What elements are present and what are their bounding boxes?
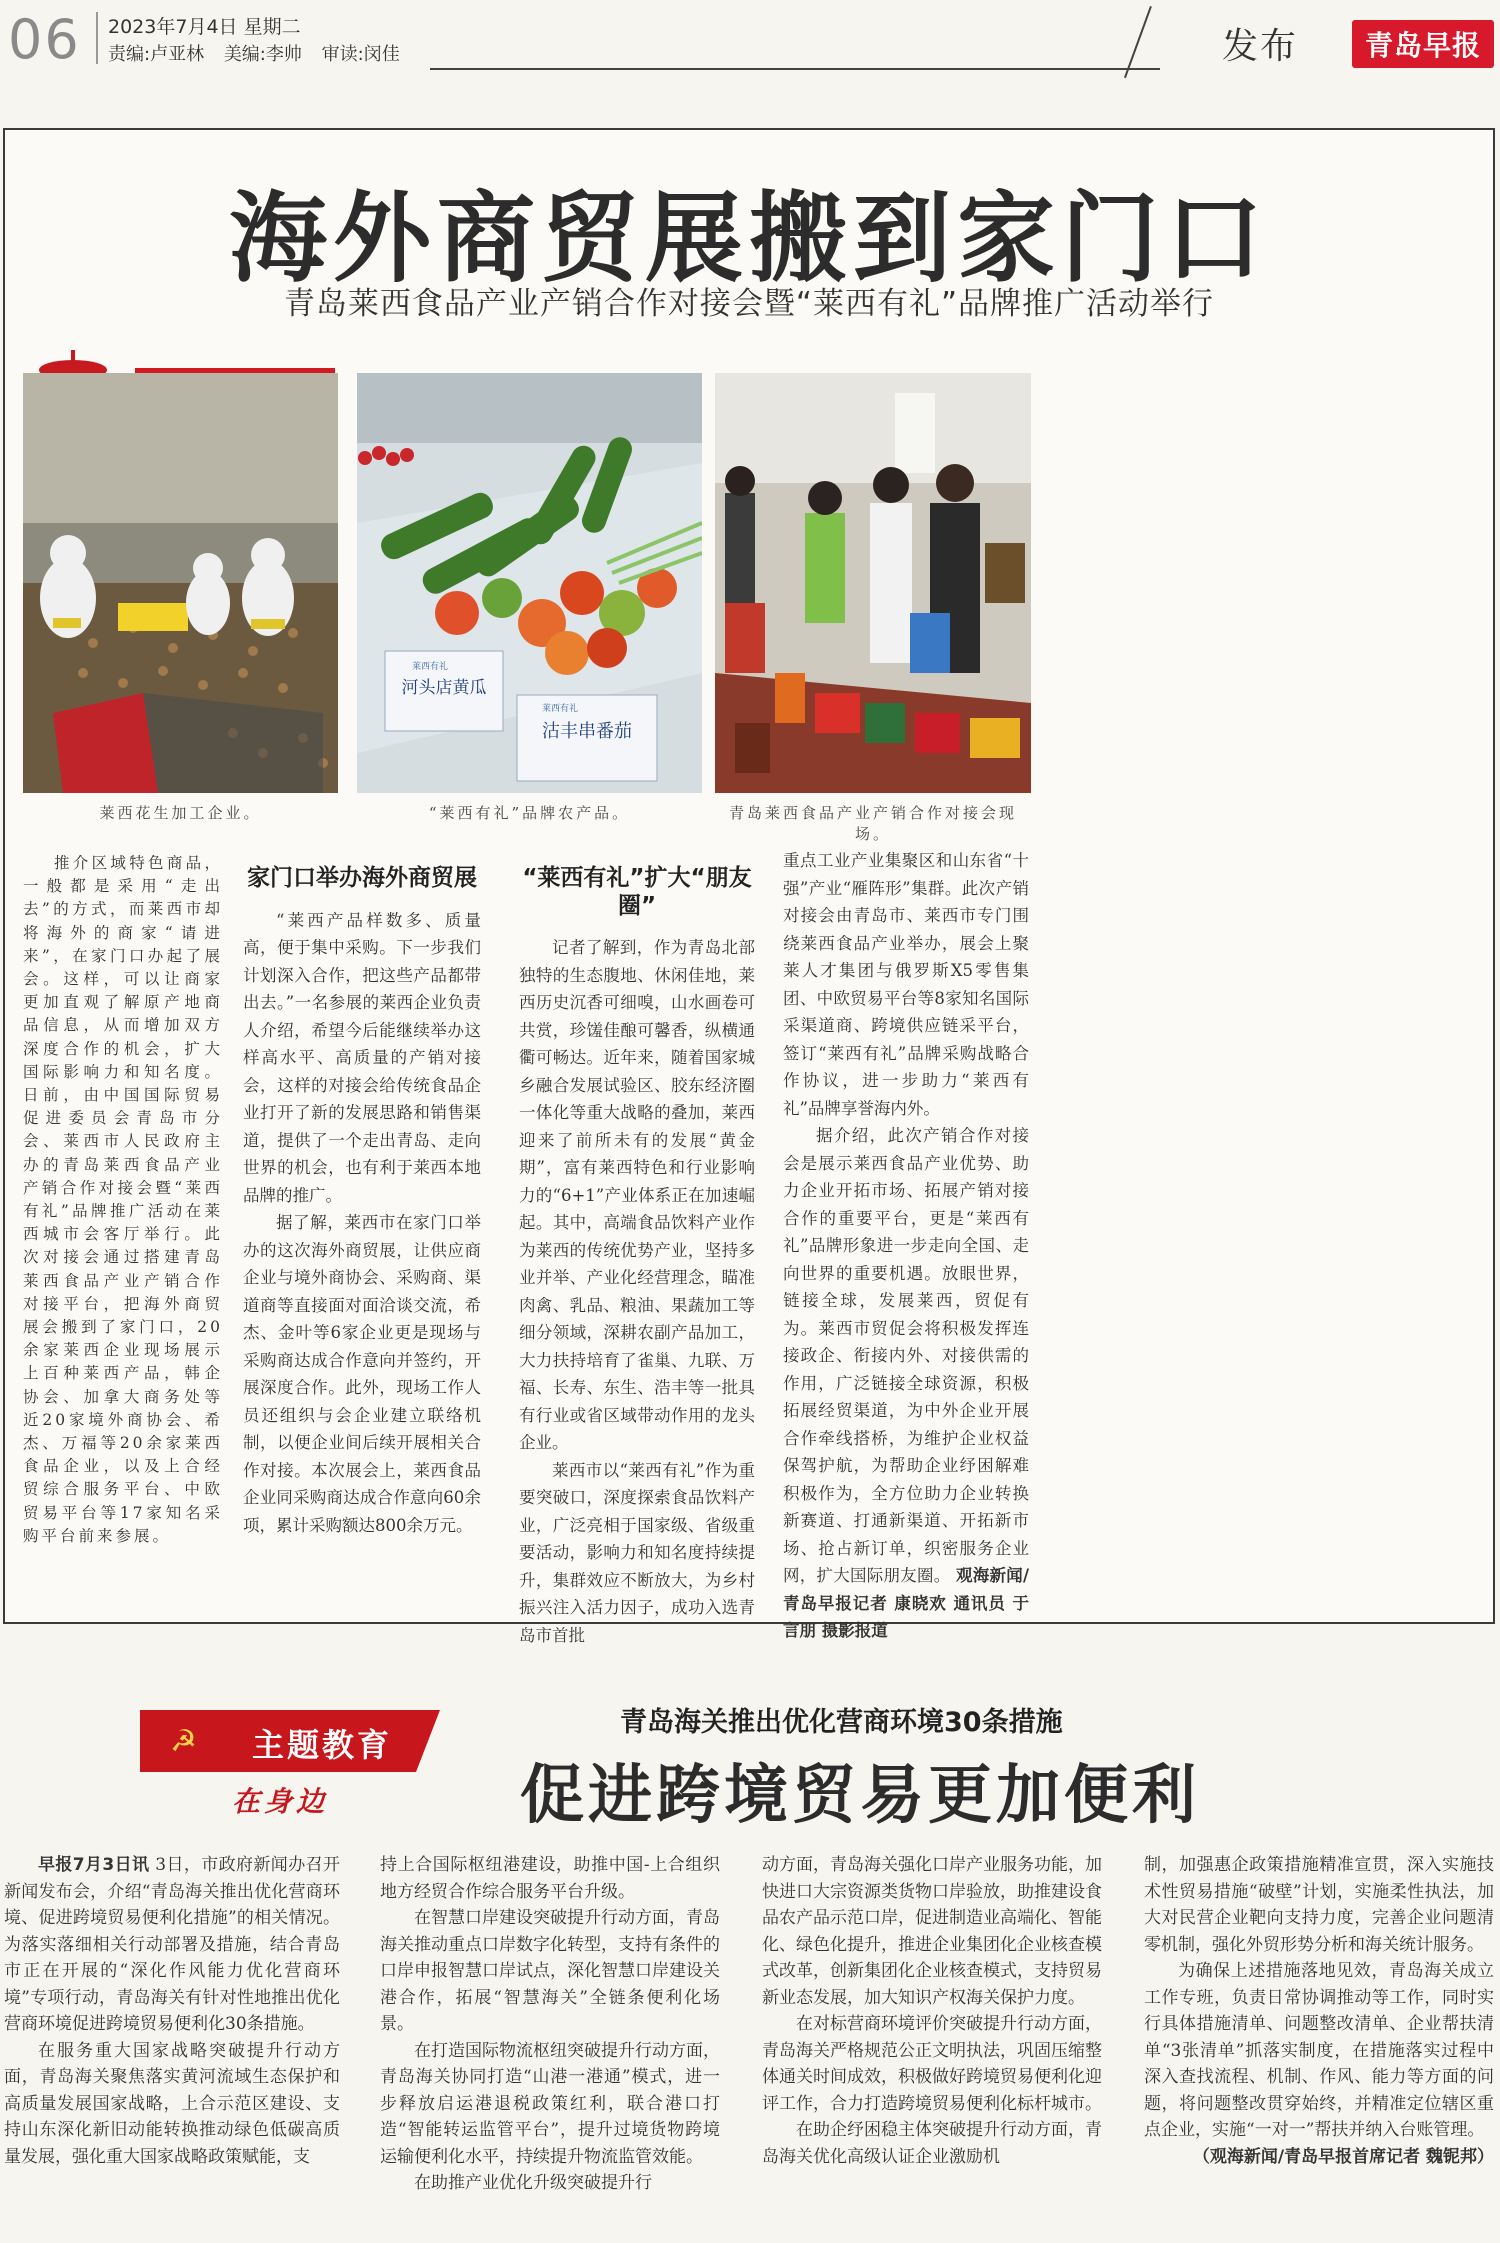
feature-story — [3, 128, 1495, 1645]
issue-date: 2023年7月4日 星期二 — [108, 16, 301, 38]
newspaper-logo: 青岛早报 — [1352, 20, 1494, 68]
feature-headline: 海外商贸展搬到家门口 — [228, 182, 1269, 296]
dateline: 早报7月3日讯 — [38, 1855, 150, 1875]
story2-col1-paragraph: 在服务重大国家战略突破提升行动方面，青岛海关聚焦落实黄河流域生态保护和高质量发展国家战略，上合示范区建设、支持山东深化新旧动能转换推动绿色低碳高质量发展，强化重大国家战略政策赋能，支 — [4, 2040, 340, 2167]
photo-caption-2: “莱西有礼”品牌农产品。 — [428, 804, 631, 822]
story2-column-4 — [1144, 1852, 1494, 2170]
feature-col3-paragraph: 记者了解到，作为青岛北部独特的生态腹地、休闲佳地，莱西历史沉香可细嗅，山水画卷可共赏，珍馐佳酿可馨香，纵横通衢可畅达。近年来，随着国家城乡融合发展试验区、胶东经济圈一体化等重大战略的叠加，莱西迎来了前所未有的发展“黄金期”，富有莱西特色和行业影响力的“6+1”产业体系正在加速崛起。其中，高端食品饮料产业作为莱西的传统优势产业，坚持多业并举、产业化经营理念，瞄准肉禽、乳品、粮油、果蔬加工等细分领域，深耕农副产品加工，大力扶持培育了雀巢、九联、万福、长寿、东生、浩丰等一批具有行业或省区域带动作用的龙头企业。 — [519, 938, 755, 1452]
feature-column-4 — [783, 847, 1029, 1645]
feature-column-2 — [243, 865, 481, 1539]
story2-kicker: 青岛海关推出优化营商环境30条措施 — [620, 1707, 1063, 1738]
theme-education-badge — [140, 1710, 440, 1830]
photo-peanut-factory — [23, 373, 338, 793]
feature-col2-paragraph: 据了解，莱西市在家门口举办的这次海外商贸展，让供应商企业与境外商协会、采购商、渠道商等直接面对面洽谈交流，希杰、金叶等6家企业更是现场与采购商达成合作意向并签约，开展深度合作。此外，现场工作人员还组织与会企业建立联络机制，以便企业间后续开展相关合作对接。本次展会上，莱西食品企业同采购商达成合作意向60余项，累计采购额达800余万元。 — [243, 1213, 481, 1535]
photo-caption-1: 莱西花生加工企业。 — [99, 804, 262, 822]
story2-column-3 — [762, 1852, 1102, 2170]
masthead-divider — [96, 12, 98, 64]
section-heading-expo: 家门口举办海外商贸展 — [247, 865, 477, 891]
story2-col2-paragraph: 持上合国际枢纽港建设，助推中国-上合组织地方经贸合作综合服务平台升级。 — [380, 1855, 720, 1902]
photo-caption-3: 青岛莱西食品产业产销合作对接会现场。 — [728, 804, 1017, 843]
feature-col3-paragraph: 莱西市以“莱西有礼”作为重要突破口，深度探索食品饮料产业，广泛亮相于国家级、省级重要活动，影响力和知名度持续提升，集群效应不断放大，为乡村振兴注入活力因子，成功入选青岛市首批 — [519, 1460, 755, 1645]
story2-col4-paragraph: 为确保上述措施落地见效，青岛海关成立工作专班，负责日常协调推动等工作，同时实行具体措施清单、问题整改清单、企业帮扶清单“3张清单”抓落实制度，在措施落实过程中深入查找流程、机制、作风、能力等方面的问题，将问题整改贯穿始终，并精准定位辖区重点企业，实施“一对一”帮扶并纳入台账管理。 — [1144, 1961, 1494, 2140]
section-label: 发布 — [1222, 26, 1299, 67]
story2-col4-paragraph: 制，加强惠企政策措施精准宣贯，深入实施技术性贸易措施“破壁”计划，实施柔性执法，加大对民营企业靶向支持力度，完善企业问题清零机制，强化外贸形势分析和海关统计服务。 — [1144, 1855, 1494, 1955]
story2-col3-paragraph: 动方面，青岛海关强化口岸产业服务功能，加快进口大宗资源类货物口岸验放，助推建设食品农产品示范口岸，促进制造业高端化、智能化、绿色化提升，推进企业集团化企业核查模式改革，创新集团化企业核查模式，支持贸易新业态发展，加大知识产权海关保护力度。 — [762, 1855, 1102, 2008]
photo-brand-produce — [357, 373, 702, 793]
photo-expo-scene — [715, 373, 1031, 793]
story2-col3-paragraph: 在助企纾困稳主体突破提升行动方面，青岛海关优化高级认证企业激励机 — [762, 2120, 1102, 2167]
theme-badge-subtitle: 在身边 — [232, 1785, 329, 1818]
story2-column-2 — [380, 1852, 720, 2197]
feature-col4-paragraph: 重点工业产业集聚区和山东省“十强”产业“雁阵形”集群。此次产销对接会由青岛市、莱西市专门围绕莱西食品产业举办，展会上聚莱人才集团与俄罗斯X5零售集团、中欧贸易平台等8家知名国际采渠道商、跨境供应链采平台，签订“莱西有礼”品牌采购战略合作协议，进一步助力“莱西有礼”品牌享誉海内外。 — [783, 851, 1029, 1118]
story2-col3-paragraph: 在对标营商环境评价突破提升行动方面，青岛海关严格规范公正文明执法，巩固压缩整体通关时间成效，积极做好跨境贸易便利化迎评工作，合力打造跨境贸易便利化标杆城市。 — [762, 2014, 1102, 2114]
product-card-text: 河头店黄瓜 — [401, 678, 487, 698]
story2-column-1 — [4, 1852, 340, 2170]
feature-col2-paragraph: “莱西产品样数多、质量高，便于集中采购。下一步我们计划深入合作，把这些产品都带出去。”一名参展的莱西企业负责人介绍，希望今后能继续举办这样高水平、高质量的产销对接会，这样的对接会给传统食品企业打开了新的发展思路和销售渠道，提供了一个走出青岛、走向世界的机会，也有利于莱西本地品牌的推广。 — [243, 910, 481, 1205]
designer-credit: 美编:李帅 — [223, 44, 302, 65]
brand-mark-text: 莱西有礼 — [542, 704, 579, 714]
page-number: 06 — [8, 8, 81, 71]
theme-badge-title: 主题教育 — [252, 1726, 393, 1764]
brand-mark-text: 莱西有礼 — [412, 662, 449, 672]
story2-col2-paragraph: 在智慧口岸建设突破提升行动方面，青岛海关推动重点口岸数字化转型，支持有条件的口岸申报智慧口岸试点，深化智慧口岸建设关港合作，拓展“智慧海关”全链条便利化场景。 — [380, 1908, 720, 2034]
story2-col1-text: 3日，市政府新闻办召开新闻发布会，介绍“青岛海关推出优化营商环境、促进跨境贸易便利化措施”的相关情况。为落实落细相关行动部署及措施，结合青岛市正在开展的“深化作风能力优化营商环境”专项行动，青岛海关有针对性地推出优化营商环境促进跨境贸易便利化30条措施。 — [4, 1855, 340, 2034]
feature-col4-paragraph — [783, 1122, 1029, 1645]
story2-header — [0, 1660, 1500, 1840]
feature-subhead: 青岛莱西食品产业产销合作对接会暨“莱西有礼”品牌推广活动举行 — [283, 286, 1215, 322]
section-heading-brand: “莱西有礼”扩大“朋友圈” — [522, 865, 752, 919]
feature-byline: 观海新闻/青岛早报记者 康晓欢 通讯员 于言朋 摄影报道 — [783, 1566, 1030, 1640]
story2-title: 促进跨境贸易更加便利 — [520, 1759, 1200, 1833]
hammer-sickle-icon: ☭ — [170, 1724, 197, 1759]
masthead-rule — [430, 68, 1160, 70]
proofreader-credit: 审读:闵佳 — [321, 44, 400, 65]
feature-column-3 — [519, 865, 755, 1649]
masthead — [0, 0, 1500, 80]
story2-byline: （观海新闻/青岛早报首席记者 魏铌邦） — [1192, 2146, 1494, 2167]
editor-credits — [108, 40, 414, 66]
editor-credit: 责编:卢亚林 — [108, 44, 205, 65]
story2-col2-paragraph: 在打造国际物流枢纽突破提升行动方面，青岛海关协同打造“山港一港通”模式，进一步释放启运港退税政策红利，联合港口打造“智能转运监管平台”，提升过境货物跨境运输便利化水平，持续提升物流监管效能。 — [380, 2040, 720, 2167]
feature-col4-text: 据介绍，此次产销合作对接会是展示莱西食品产业优势、助力企业开拓市场、拓展产销对接合作的重要平台，更是“莱西有礼”品牌形象进一步走向全国、走向世界的重要机遇。放眼世界，链接全球，发展莱西，贸促有为。莱西市贸促会将积极发挥连接政企、衔接内外、对接供需的作用，广泛链接全球资源，积极拓展经贸渠道，为中外企业开展合作牵线搭桥，为维护企业权益保驾护航，为帮助企业纾困解难积极作为，全方位助力企业转换新赛道、打通新渠道、开拓新市场、抢占新订单，织密服务企业网，扩大国际朋友圈。 — [783, 1126, 1029, 1585]
story2-col2-paragraph: 在助推产业优化升级突破提升行 — [414, 2173, 652, 2193]
story2-col1-paragraph — [4, 1852, 340, 2038]
feature-col1-paragraph: 推介区域特色商品，一般都是采用“走出去”的方式，而莱西市却将海外的商家“请进来”，在家门口办起了展会。这样，可以让商家更加直观了解原产地商品信息，从而增加双方深度合作的机会，扩大国际影响力和知名度。日前，由中国国际贸易促进委员会青岛市分会、莱西市人民政府主办的青岛莱西食品产业产销合作对接会暨“莱西有礼”品牌推广活动在莱西城市会客厅举行。此次对接会通过搭建青岛莱西食品产业产销合作对接平台，把海外商贸展会搬到了家门口，20余家莱西企业现场展示上百种莱西产品，韩企协会、加拿大商务处等近20家境外商协会、希杰、万福等20余家莱西食品企业，以及上合经贸综合服务平台、中欧贸易平台等17家知名采购平台前来参展。 — [23, 854, 223, 1545]
product-card-text: 沽丰串番茄 — [542, 721, 632, 742]
feature-column-1 — [23, 852, 223, 1548]
